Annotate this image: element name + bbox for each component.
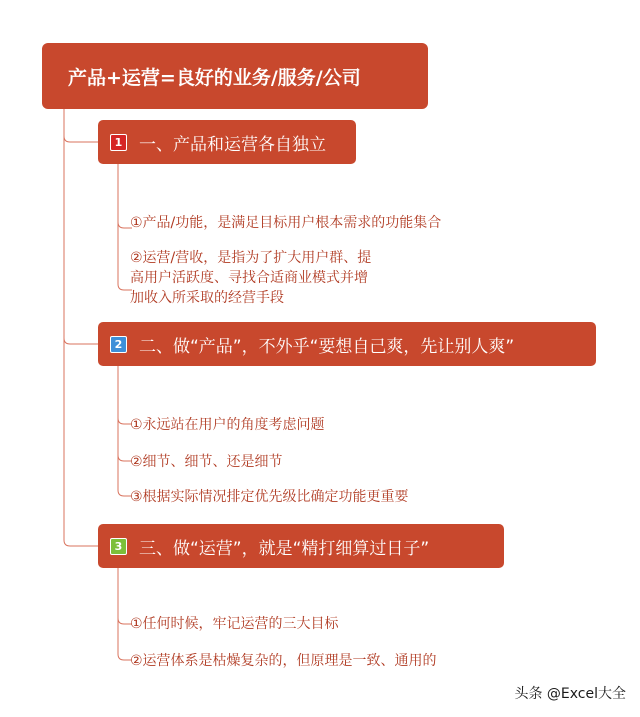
root-topic[interactable] [42,43,428,109]
topic-1-leaf-2[interactable]: ②运营/营收，是指为了扩大用户群、提 高用户活跃度、寻找合适商业模式并增 加收入所采取的经营手段 [130,250,372,306]
number-1-icon: 1 [110,134,127,151]
watermark: 头条 @Excel大全 [514,686,626,702]
topic-2-leaf-3[interactable]: ③根据实际情况排定优先级比确定功能更重要 [130,489,409,505]
topic-1[interactable] [98,120,356,164]
topic-2[interactable] [98,322,596,366]
root-title: 产品+运营=良好的业务/服务/公司 [68,66,361,89]
topic-2-leaf-1[interactable]: ①永远站在用户的角度考虑问题 [130,417,325,433]
topic-3-label: 三、做“运营”，就是“精打细算过日子” [139,538,430,559]
topic-1-leaf-1[interactable]: ①产品/功能，是满足目标用户根本需求的功能集合 [130,215,442,231]
topic-3-leaf-1[interactable]: ①任何时候，牢记运营的三大目标 [130,616,339,632]
topic-3[interactable] [98,524,504,568]
topic-2-leaf-2[interactable]: ②细节、细节、还是细节 [130,454,283,470]
number-3-icon: 3 [110,538,127,555]
topic-2-label: 二、做“产品”，不外乎“要想自己爽，先让别人爽” [139,336,515,357]
topic-3-leaf-2[interactable]: ②运营体系是枯燥复杂的，但原理是一致、通用的 [130,653,437,669]
topic-1-label: 一、产品和运营各自独立 [139,134,326,155]
number-2-icon: 2 [110,336,127,353]
